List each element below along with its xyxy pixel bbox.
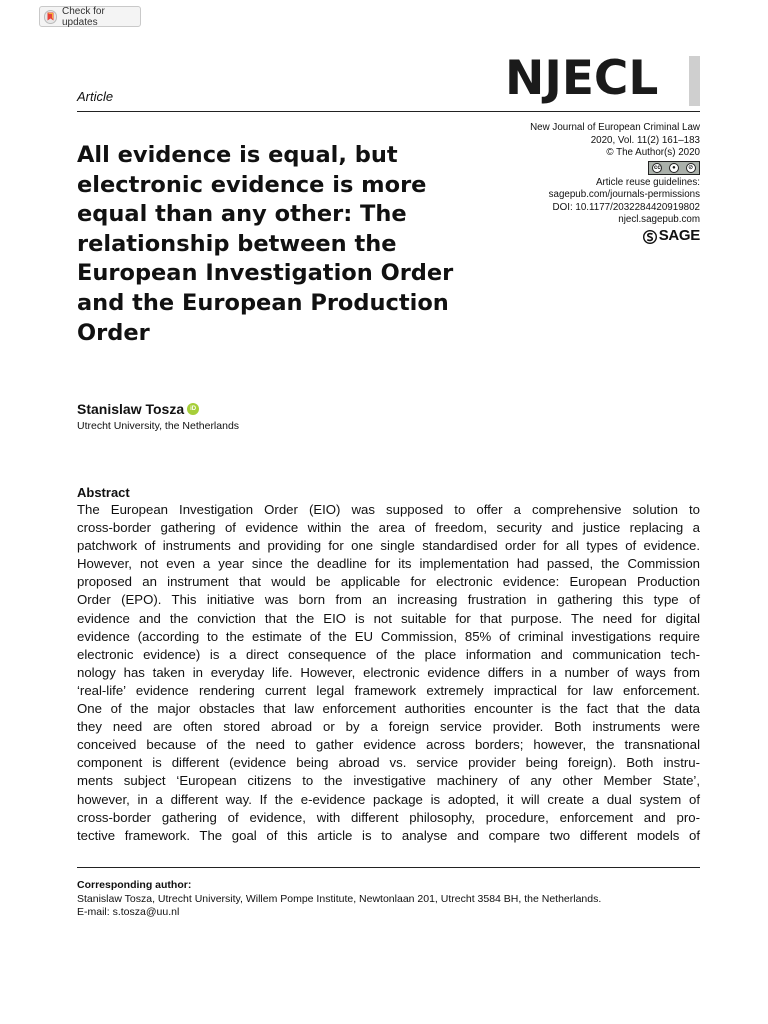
header-divider xyxy=(77,111,700,112)
reuse-label: Article reuse guidelines: xyxy=(595,176,700,188)
abstract-line: nology has taken in everyday life. However, electronic evidence differs in a number of ways from xyxy=(77,664,700,680)
nc-icon: ⊘ xyxy=(686,163,696,173)
corresponding-author xyxy=(77,879,601,920)
abstract-line: However, not even a year since the deadline for its implementation had passed, the Commission xyxy=(77,556,700,572)
abstract-line: however, in a different way. If the e-evidence package is adopted, it will create a dual system of xyxy=(77,791,700,807)
abstract-line: Order (EPO). This initiative was born from an increasing frustration in gathering this type of xyxy=(77,592,700,608)
abstract-line: cross-border gathering of evidence within the area of freedom, security and justice replacing a xyxy=(77,520,700,536)
corresponding-author-label: Corresponding author: xyxy=(77,879,192,891)
doi[interactable]: DOI: 10.1177/2032284420919802 xyxy=(552,201,700,213)
author-name: Stanislaw Tosza xyxy=(77,401,185,417)
abstract-heading: Abstract xyxy=(77,485,130,500)
article-type-label: Article xyxy=(77,89,114,104)
abstract-line: they need are often stored abroad or by a foreign service provider. Both instruments were xyxy=(77,719,700,735)
footnote-divider xyxy=(77,867,700,868)
sage-wordmark: SAGE xyxy=(658,227,700,245)
abstract-line: conceived because of the need to gather evidence across borders; however, the transnational xyxy=(77,737,700,753)
sage-emblem-icon xyxy=(643,230,657,244)
corresponding-author-address: Stanislaw Tosza, Utrecht University, Willem Pompe Institute, Newtonlaan 201, Utrecht 3584 BH, the Netherlands. xyxy=(77,892,602,905)
abstract-line: One of the major obstacles that law enforcement authorities encounter is the fact that the data xyxy=(77,701,700,717)
abstract-line: ‘real-life’ evidence rendering current legal framework extremely impractical for law enforcement. xyxy=(77,682,700,698)
by-icon: ● xyxy=(669,163,679,173)
abstract-line: cross-border gathering of evidence, with different philosophy, procedure, enforcement and pro- xyxy=(77,809,700,825)
abstract-line: ments subject ‘European citizens to the investigative machinery of any other Member State’, xyxy=(77,773,700,789)
sage-logo xyxy=(643,227,700,245)
cc-icon: cc xyxy=(653,164,661,171)
check-for-updates-label: Check for updates xyxy=(62,5,105,28)
reuse-link[interactable]: sagepub.com/journals-permissions xyxy=(548,189,700,200)
orcid-icon[interactable]: iD xyxy=(187,403,199,415)
journal-name: New Journal of European Criminal Law xyxy=(530,122,700,133)
abstract-line: evidence (according to the estimate of the EU Commission, 85% of criminal investigations require xyxy=(77,628,700,644)
abstract-line: component is different (evidence being abroad vs. service provider being foreign). Both instru- xyxy=(77,755,700,771)
journal-metadata xyxy=(460,122,700,248)
abstract-line: tective framework. The goal of this article is to analyse and compare two different models of xyxy=(77,827,700,843)
volume-info: 2020, Vol. 11(2) 161–183 xyxy=(590,134,700,146)
article-title: All evidence is equal, but electronic evidence is more equal than any other: The relationship between the European Investigation Order and the European Production Order xyxy=(77,142,454,346)
corresponding-author-email[interactable]: E-mail: s.tosza@uu.nl xyxy=(77,906,180,918)
abstract-line: evidence and the conviction that the EIO is not suitable for that purpose. The need for digital xyxy=(77,610,700,626)
abstract-body xyxy=(77,501,700,845)
abstract-line: electronic evidence) is a direct consequence of the place information and communication tech- xyxy=(77,646,700,662)
copyright: © The Author(s) 2020 xyxy=(606,147,700,158)
journal-site-link[interactable]: njecl.sagepub.com xyxy=(618,214,700,225)
logo-accent-bar xyxy=(689,56,700,106)
crossmark-icon xyxy=(44,10,57,24)
check-for-updates-button[interactable] xyxy=(39,6,141,27)
author-affiliation: Utrecht University, the Netherlands xyxy=(77,420,240,432)
author xyxy=(77,401,199,417)
cc-license-badge[interactable] xyxy=(460,160,700,177)
abstract-line: proposed an instrument that would be applicable for electronic evidence: European Production xyxy=(77,574,700,590)
journal-logo: NJECL xyxy=(505,51,659,106)
abstract-line: patchwork of instruments and providing for one single standardised order for all types of evidence. xyxy=(77,538,700,554)
abstract-line: The European Investigation Order (EIO) was supposed to offer a comprehensive solution to xyxy=(77,502,700,517)
